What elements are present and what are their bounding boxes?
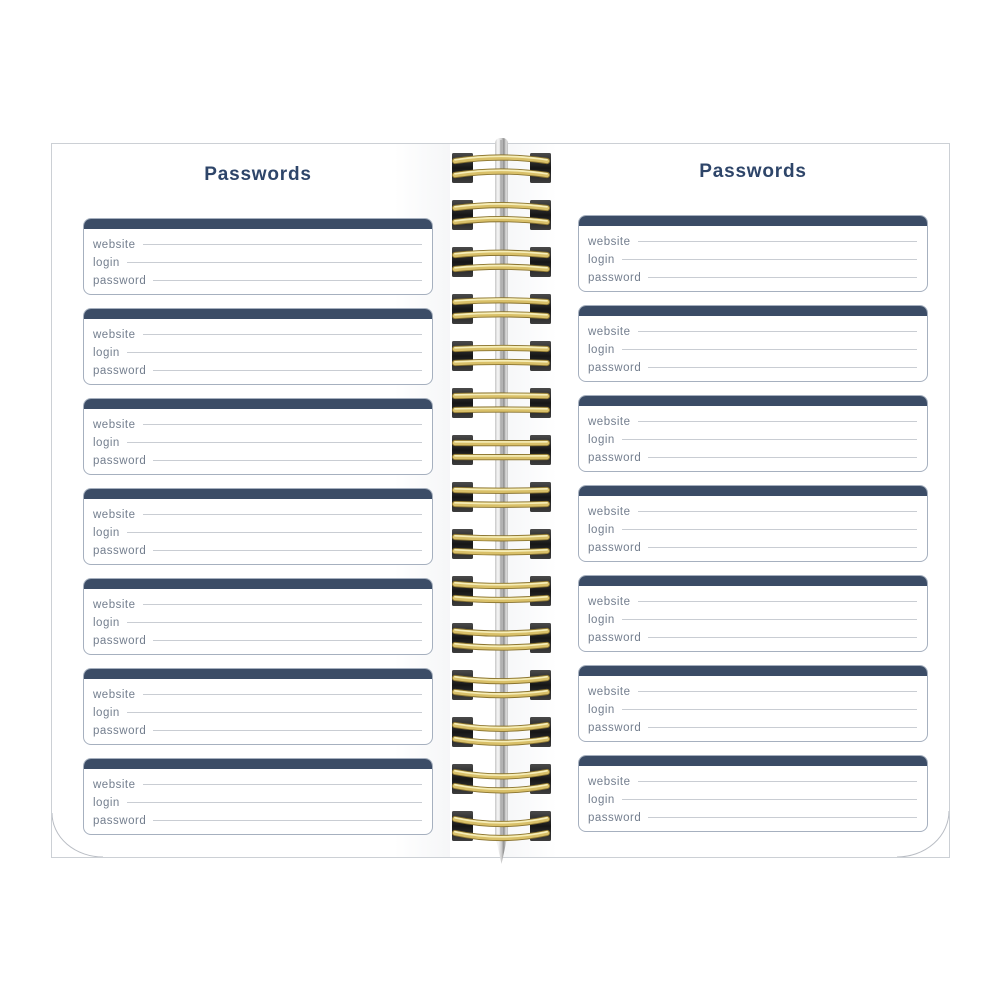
block-body: [579, 316, 927, 377]
field-label: website: [588, 506, 631, 518]
field-label: login: [93, 527, 120, 539]
binding-wire: [455, 299, 547, 301]
block-body: [579, 766, 927, 827]
block-body: [84, 409, 432, 470]
password-entry-block: [578, 485, 928, 562]
field-write-line: [153, 550, 422, 551]
field-row: [588, 719, 917, 737]
field-label: login: [93, 797, 120, 809]
binding-wire: [455, 362, 547, 363]
field-write-line: [127, 262, 422, 263]
field-write-line: [648, 727, 917, 728]
punch-hole: [530, 529, 551, 559]
field-label: password: [588, 452, 642, 464]
binding-wire: [455, 362, 547, 363]
field-label: password: [93, 725, 147, 737]
block-header-bar: [579, 216, 927, 226]
binding-wire: [455, 503, 547, 504]
block-body: [579, 226, 927, 287]
password-entry-block: [83, 218, 433, 295]
block-body: [84, 499, 432, 560]
field-label: login: [93, 707, 120, 719]
gutter-shadow-right: [501, 144, 557, 857]
field-write-line: [153, 460, 422, 461]
field-label: password: [588, 812, 642, 824]
binding-wire: [455, 313, 547, 315]
binding-wire: [455, 219, 547, 222]
password-entry-block: [578, 395, 928, 472]
field-row: [93, 776, 422, 794]
binding-wire: [455, 833, 547, 838]
binding-wire: [455, 551, 547, 552]
binding-wire: [455, 551, 547, 552]
punch-hole: [530, 200, 551, 230]
punch-hole: [452, 529, 473, 559]
binding-wire: [455, 584, 547, 586]
field-write-line: [622, 439, 917, 440]
field-write-line: [153, 820, 422, 821]
field-row: [588, 359, 917, 377]
field-row: [93, 686, 422, 704]
punch-hole: [530, 811, 551, 841]
binding-wire: [455, 832, 547, 837]
binding-wire: [455, 725, 547, 729]
punch-hole: [530, 294, 551, 324]
binding-wire: [455, 772, 547, 776]
field-label: website: [93, 239, 136, 251]
field-write-line: [622, 259, 917, 260]
field-write-line: [638, 691, 918, 692]
field-row: [588, 323, 917, 341]
binding-wire: [455, 267, 547, 269]
field-write-line: [638, 331, 918, 332]
field-label: password: [588, 632, 642, 644]
password-entry-block: [578, 665, 928, 742]
binding-wire: [455, 785, 547, 789]
binding-wire: [455, 266, 547, 268]
field-write-line: [127, 352, 422, 353]
binding-wire: [455, 267, 547, 269]
punch-hole: [530, 435, 551, 465]
field-label: website: [588, 686, 631, 698]
binding-wire: [455, 692, 547, 695]
field-write-line: [153, 280, 422, 281]
binding-wire: [455, 536, 547, 537]
field-label: login: [588, 254, 615, 266]
block-body: [84, 769, 432, 830]
punch-hole: [530, 764, 551, 794]
block-header-bar: [84, 219, 432, 229]
field-label: login: [93, 257, 120, 269]
field-write-line: [638, 241, 918, 242]
binding-wire: [455, 253, 547, 255]
field-write-line: [143, 424, 423, 425]
block-header-bar: [84, 759, 432, 769]
field-write-line: [648, 367, 917, 368]
block-body: [579, 406, 927, 467]
field-row: [588, 233, 917, 251]
binding-wire: [455, 204, 547, 207]
binding-wire: [455, 678, 547, 681]
punch-hole: [452, 294, 473, 324]
binding-wire: [455, 314, 547, 316]
binding-wire: [455, 819, 547, 824]
field-write-line: [153, 730, 422, 731]
binding-wire: [455, 504, 547, 505]
field-label: website: [588, 596, 631, 608]
field-row: [588, 269, 917, 287]
field-label: website: [93, 779, 136, 791]
field-write-line: [622, 709, 917, 710]
field-row: [93, 506, 422, 524]
block-body: [84, 319, 432, 380]
field-row: [588, 629, 917, 647]
spine-rod: [495, 138, 508, 864]
password-entry-block: [83, 578, 433, 655]
field-write-line: [143, 694, 423, 695]
binding-wire: [455, 504, 547, 505]
field-row: [93, 362, 422, 380]
binding-wire: [455, 692, 547, 695]
binding-wire: [455, 597, 547, 599]
punch-hole: [530, 717, 551, 747]
binding-wire: [455, 739, 547, 743]
binding-wire: [455, 645, 547, 648]
password-entry-block: [83, 668, 433, 745]
field-row: [93, 596, 422, 614]
binding-wire: [455, 725, 547, 729]
field-label: website: [93, 689, 136, 701]
binding-wire: [455, 300, 547, 302]
field-write-line: [143, 244, 423, 245]
punch-hole: [452, 388, 473, 418]
binding-wire: [455, 348, 547, 349]
field-row: [93, 614, 422, 632]
block-body: [579, 586, 927, 647]
field-label: password: [588, 272, 642, 284]
block-header-bar: [579, 576, 927, 586]
field-row: [588, 449, 917, 467]
binding-wire: [455, 771, 547, 775]
block-header-bar: [579, 396, 927, 406]
field-row: [93, 254, 422, 272]
binding-wire: [455, 490, 547, 491]
field-label: login: [93, 347, 120, 359]
binding-wire: [455, 537, 547, 538]
block-header-bar: [84, 309, 432, 319]
field-row: [93, 812, 422, 830]
field-row: [93, 794, 422, 812]
field-row: [588, 521, 917, 539]
field-write-line: [143, 334, 423, 335]
field-label: password: [93, 275, 147, 287]
binding-wire: [455, 550, 547, 551]
binding-wire: [455, 598, 547, 600]
binding-wire: [455, 300, 547, 302]
binding-wire: [455, 205, 547, 208]
binding-wire: [455, 218, 547, 221]
field-row: [93, 416, 422, 434]
field-label: login: [588, 614, 615, 626]
field-row: [93, 632, 422, 650]
binding-wire: [455, 347, 547, 348]
punch-hole: [452, 341, 473, 371]
binding-wire: [455, 724, 547, 728]
binding-wire: [455, 170, 547, 174]
password-entry-block: [578, 575, 928, 652]
field-row: [588, 593, 917, 611]
binding-wire: [455, 833, 547, 838]
binding-wire: [455, 739, 547, 743]
block-header-bar: [84, 669, 432, 679]
password-entry-block: [83, 308, 433, 385]
binding-wire: [455, 205, 547, 208]
field-write-line: [648, 547, 917, 548]
field-label: website: [93, 509, 136, 521]
binding-wire: [455, 537, 547, 538]
binding-wire: [455, 219, 547, 222]
field-label: login: [588, 344, 615, 356]
binding-wire: [455, 819, 547, 824]
punch-hole: [530, 388, 551, 418]
punch-hole: [452, 670, 473, 700]
field-write-line: [638, 601, 918, 602]
spiral-binding: [441, 136, 561, 870]
field-write-line: [648, 637, 917, 638]
binding-wire: [455, 314, 547, 316]
field-write-line: [622, 529, 917, 530]
binding-wire: [455, 677, 547, 680]
field-row: [93, 704, 422, 722]
binding-wire: [455, 691, 547, 694]
password-entry-block: [83, 488, 433, 565]
field-row: [588, 341, 917, 359]
binding-wire: [455, 630, 547, 633]
block-header-bar: [84, 399, 432, 409]
block-header-bar: [84, 579, 432, 589]
binding-wire: [455, 252, 547, 254]
field-write-line: [127, 712, 422, 713]
field-row: [588, 431, 917, 449]
binding-wire: [455, 489, 547, 490]
field-label: password: [93, 635, 147, 647]
punch-hole: [452, 811, 473, 841]
field-write-line: [127, 802, 422, 803]
field-row: [93, 236, 422, 254]
field-label: website: [588, 776, 631, 788]
binding-wire: [455, 156, 547, 160]
binding-wire: [455, 818, 547, 823]
field-write-line: [648, 817, 917, 818]
field-label: login: [588, 524, 615, 536]
binding-wire: [455, 490, 547, 491]
field-row: [588, 773, 917, 791]
punch-hole: [530, 482, 551, 512]
field-write-line: [638, 421, 918, 422]
field-write-line: [143, 604, 423, 605]
punch-hole: [530, 576, 551, 606]
field-label: login: [588, 434, 615, 446]
block-body: [84, 229, 432, 290]
field-label: website: [93, 419, 136, 431]
punch-hole: [452, 153, 473, 183]
notebook-spread: [51, 143, 950, 858]
punch-hole: [530, 153, 551, 183]
field-write-line: [143, 514, 423, 515]
field-write-line: [622, 799, 917, 800]
page-title-left: Passwords: [204, 164, 312, 185]
punch-hole: [452, 717, 473, 747]
field-write-line: [638, 511, 918, 512]
field-label: website: [588, 236, 631, 248]
field-row: [588, 251, 917, 269]
field-row: [588, 791, 917, 809]
binding-wire: [455, 584, 547, 586]
field-label: website: [93, 599, 136, 611]
binding-wire: [455, 772, 547, 776]
punch-hole: [530, 623, 551, 653]
field-write-line: [622, 619, 917, 620]
block-body: [84, 589, 432, 650]
binding-wire: [455, 631, 547, 634]
binding-wire: [455, 172, 547, 176]
field-row: [93, 434, 422, 452]
field-label: password: [93, 815, 147, 827]
block-header-bar: [579, 666, 927, 676]
field-label: login: [93, 437, 120, 449]
field-write-line: [153, 640, 422, 641]
punch-hole: [452, 623, 473, 653]
field-row: [93, 272, 422, 290]
field-label: password: [588, 362, 642, 374]
block-body: [579, 676, 927, 737]
binding-wire: [455, 786, 547, 790]
password-entry-block: [578, 305, 928, 382]
field-row: [588, 809, 917, 827]
field-row: [588, 413, 917, 431]
field-write-line: [127, 622, 422, 623]
punch-hole: [530, 670, 551, 700]
binding-wire: [455, 158, 547, 162]
punch-hole: [452, 247, 473, 277]
field-label: password: [588, 542, 642, 554]
field-label: password: [93, 365, 147, 377]
punch-hole: [452, 764, 473, 794]
block-header-bar: [579, 306, 927, 316]
field-write-line: [143, 784, 423, 785]
binding-wire: [455, 738, 547, 742]
password-entry-block: [578, 755, 928, 832]
field-row: [588, 503, 917, 521]
punch-holes: [452, 153, 551, 841]
block-body: [84, 679, 432, 740]
binding-wire: [455, 678, 547, 681]
field-write-line: [648, 457, 917, 458]
field-write-line: [622, 349, 917, 350]
block-body: [579, 496, 927, 557]
field-row: [588, 539, 917, 557]
field-row: [93, 722, 422, 740]
field-write-line: [648, 277, 917, 278]
field-row: [93, 524, 422, 542]
binding-wire: [455, 644, 547, 647]
block-header-bar: [579, 756, 927, 766]
field-label: password: [93, 455, 147, 467]
block-header-bar: [579, 486, 927, 496]
binding-wire: [455, 631, 547, 634]
field-row: [93, 326, 422, 344]
field-row: [93, 542, 422, 560]
field-row: [588, 701, 917, 719]
binding-wires: [455, 156, 547, 838]
page-title-right: Passwords: [699, 161, 807, 182]
field-row: [93, 344, 422, 362]
punch-hole: [530, 341, 551, 371]
block-header-bar: [84, 489, 432, 499]
field-row: [588, 611, 917, 629]
field-label: login: [93, 617, 120, 629]
binding-wire: [455, 158, 547, 162]
binding-wire: [455, 253, 547, 255]
binding-wire: [455, 348, 547, 349]
punch-hole: [452, 576, 473, 606]
binding-wire: [455, 598, 547, 600]
field-label: website: [588, 326, 631, 338]
password-entry-block: [83, 758, 433, 835]
binding-wire: [455, 786, 547, 790]
field-row: [93, 452, 422, 470]
field-label: password: [588, 722, 642, 734]
punch-hole: [452, 200, 473, 230]
binding-wire: [455, 361, 547, 362]
field-write-line: [127, 442, 422, 443]
binding-wire: [455, 172, 547, 176]
punch-hole: [452, 482, 473, 512]
field-write-line: [638, 781, 918, 782]
password-entry-block: [578, 215, 928, 292]
field-label: website: [588, 416, 631, 428]
field-label: website: [93, 329, 136, 341]
punch-hole: [452, 435, 473, 465]
binding-wire: [455, 583, 547, 585]
field-label: login: [588, 794, 615, 806]
field-write-line: [153, 370, 422, 371]
password-entry-block: [83, 398, 433, 475]
field-label: password: [93, 545, 147, 557]
field-label: login: [588, 704, 615, 716]
field-row: [588, 683, 917, 701]
field-write-line: [127, 532, 422, 533]
punch-hole: [530, 247, 551, 277]
binding-wire: [455, 645, 547, 648]
